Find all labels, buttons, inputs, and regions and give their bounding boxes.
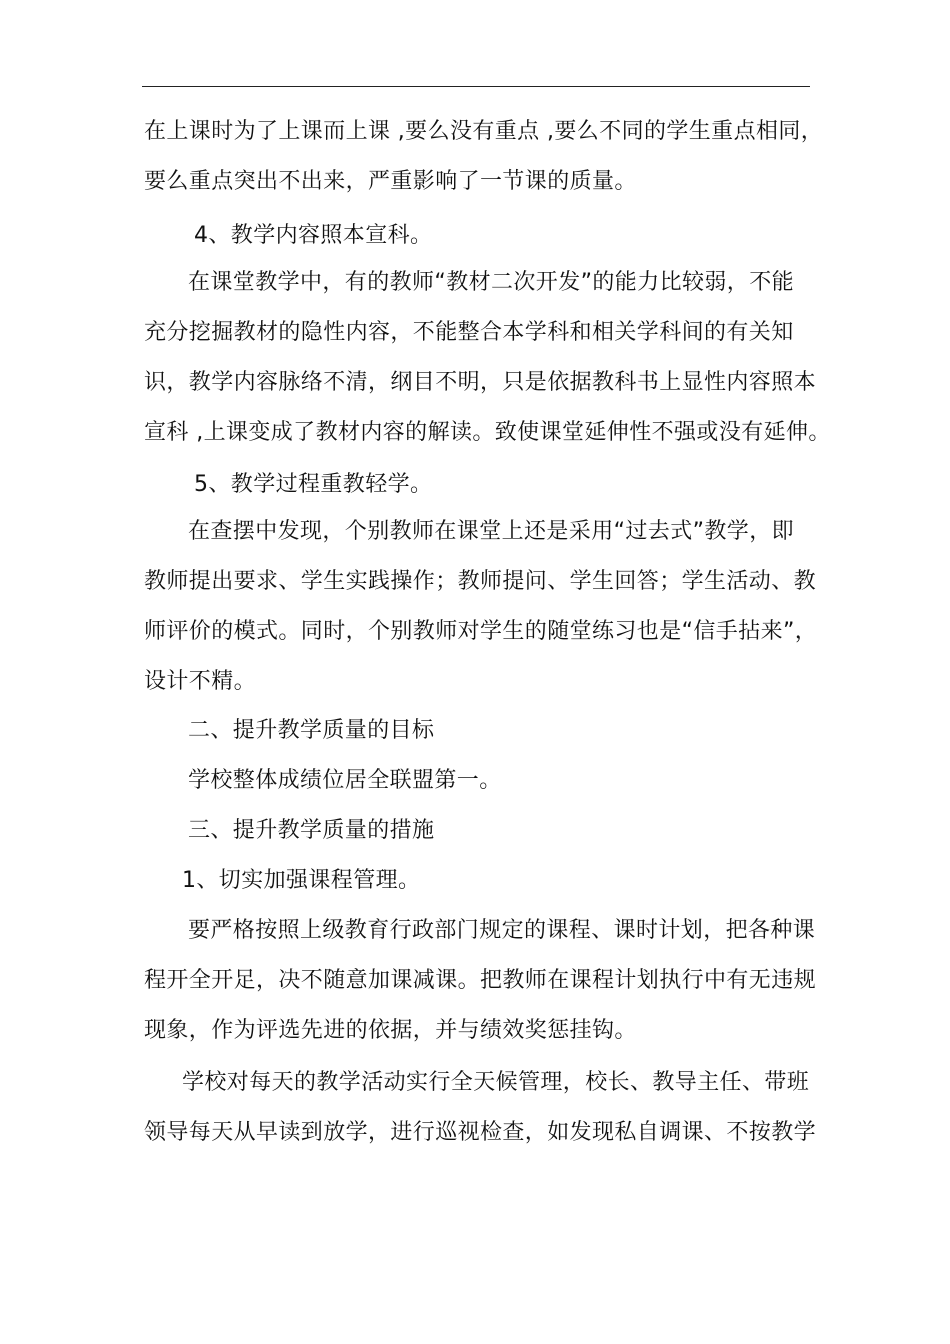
paragraph-line: 学校整体成绩位居全联盟第一。 <box>188 768 502 793</box>
paragraph-line: 学校对每天的教学活动实行全天候管理，校长、教导主任、带班 <box>182 1070 810 1095</box>
paragraph-line: 师评价的模式。同时，个别教师对学生的随堂练习也是“信手拈来”， <box>144 619 818 644</box>
section-heading: 5、教学过程重教轻学。 <box>194 472 433 497</box>
paragraph-line: 在查摆中发现，个别教师在课堂上还是采用“过去式”教学，即 <box>188 519 794 544</box>
section-heading: 4、教学内容照本宣科。 <box>194 223 433 248</box>
section-heading: 三、提升教学质量的措施 <box>188 818 435 843</box>
paragraph-line: 教师提出要求、学生实践操作；教师提问、学生回答；学生活动、教 <box>144 569 817 594</box>
header-rule <box>142 86 810 87</box>
paragraph-line: 程开全开足，决不随意加课减课。把教师在课程计划执行中有无违规 <box>144 968 817 993</box>
section-heading: 二、提升教学质量的目标 <box>188 718 435 743</box>
paragraph-line: 设计不精。 <box>144 669 257 694</box>
section-heading: 1、切实加强课程管理。 <box>182 868 421 893</box>
paragraph-line: 宣科 ,上课变成了教材内容的解读。致使课堂延伸性不强或没有延伸。 <box>144 420 831 445</box>
paragraph-line: 领导每天从早读到放学，进行巡视检查，如发现私自调课、不按教学 <box>144 1120 817 1145</box>
paragraph-line: 在上课时为了上课而上课 ,要么没有重点 ,要么不同的学生重点相同， <box>144 119 824 144</box>
paragraph-line: 要么重点突出不出来，严重影响了一节课的质量。 <box>144 169 637 194</box>
paragraph-line: 识，教学内容脉络不清，纲目不明，只是依据教科书上显性内容照本 <box>144 370 817 395</box>
paragraph-line: 充分挖掘教材的隐性内容，不能整合本学科和相关学科间的有关知 <box>144 320 794 345</box>
paragraph-line: 在课堂教学中，有的教师“教材二次开发”的能力比较弱，不能 <box>188 270 794 295</box>
paragraph-line: 现象，作为评选先进的依据，并与绩效奖惩挂钩。 <box>144 1018 637 1043</box>
paragraph-line: 要严格按照上级教育行政部门规定的课程、课时计划，把各种课 <box>188 918 816 943</box>
